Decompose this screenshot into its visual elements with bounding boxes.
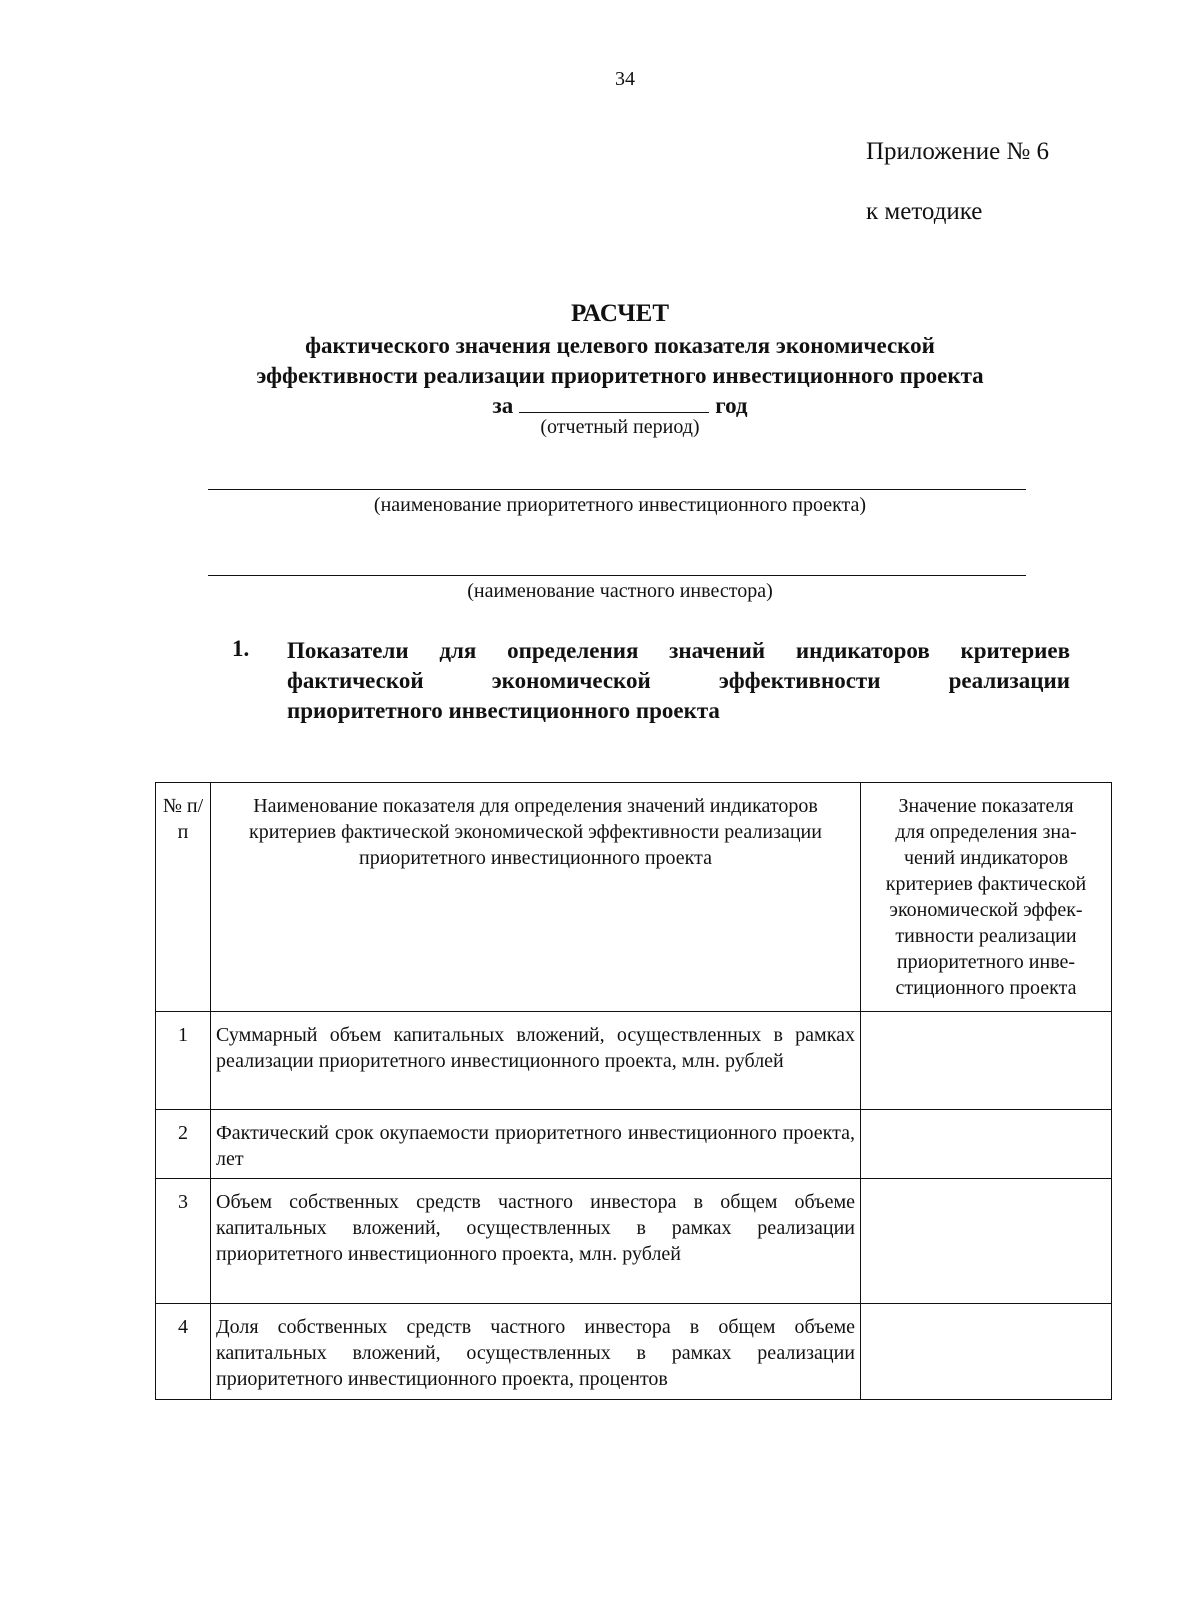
row-value[interactable] xyxy=(861,1304,1112,1400)
appendix-reference: к методике xyxy=(866,198,983,225)
document-title: РАСЧЕТ xyxy=(570,300,669,327)
row-number: 4 xyxy=(156,1304,211,1400)
row-number: 2 xyxy=(156,1110,211,1179)
table-row xyxy=(156,1304,1112,1400)
page-number: 34 xyxy=(615,68,635,90)
indicators-table xyxy=(155,782,1112,1400)
section-heading xyxy=(287,636,1070,726)
project-name-caption: (наименование приоритетного инвестиционного проекта) xyxy=(373,494,867,516)
header-number: № п/п xyxy=(156,783,211,1012)
investor-name-field[interactable] xyxy=(208,575,1026,576)
row-name: Суммарный объем капитальных вложений, осуществленных в рамках реализации приоритетного инвестиционного проекта, млн. рублей xyxy=(211,1012,861,1110)
section-heading-line: Показатели для определения значений индикаторов критериев xyxy=(287,638,1070,663)
section-heading-line: приоритетного инвестиционного проекта xyxy=(287,698,720,723)
appendix-number: Приложение № 6 xyxy=(866,138,1050,165)
row-value[interactable] xyxy=(861,1012,1112,1110)
table-row xyxy=(156,1179,1112,1304)
header-value: Значение показателя для определения зна- чений индикаторов критериев фактической экономической эффек- тивности реализации приоритетного инве- стиционного проекта xyxy=(861,783,1112,1012)
table-row xyxy=(156,1012,1112,1110)
row-number: 1 xyxy=(156,1012,211,1110)
title-line-3: эффективности реализации приоритетного инвестиционного проекта xyxy=(256,363,984,388)
row-name: Фактический срок окупаемости приоритетного инвестиционного проекта, лет xyxy=(211,1110,861,1179)
row-name: Доля собственных средств частного инвестора в общем объеме капитальных вложений, осуществленных в рамках реализации приоритетного инвестиционного проекта, процентов xyxy=(211,1304,861,1400)
title-line-2: фактического значения целевого показателя экономической xyxy=(305,333,935,358)
table-row xyxy=(156,1110,1112,1179)
row-value[interactable] xyxy=(861,1179,1112,1304)
section-number: 1. xyxy=(232,636,250,661)
investor-name-caption: (наименование частного инвестора) xyxy=(467,580,773,602)
period-prefix: за xyxy=(492,393,514,418)
table-header-row xyxy=(156,783,1112,1012)
row-number: 3 xyxy=(156,1179,211,1304)
header-name: Наименование показателя для определения значений индикаторов критериев фактической экономической эффективности реализации приоритетного инвестиционного проекта xyxy=(211,783,861,1012)
period-caption: (отчетный период) xyxy=(540,416,700,438)
period-suffix: год xyxy=(715,393,748,418)
row-name: Объем собственных средств частного инвестора в общем объеме капитальных вложений, осуществленных в рамках реализации приоритетного инвестиционного проекта, млн. рублей xyxy=(211,1179,861,1304)
row-value[interactable] xyxy=(861,1110,1112,1179)
section-heading-line: фактической экономической эффективности реализации xyxy=(287,668,1070,693)
project-name-field[interactable] xyxy=(208,489,1026,490)
period-blank-field[interactable] xyxy=(519,392,709,413)
